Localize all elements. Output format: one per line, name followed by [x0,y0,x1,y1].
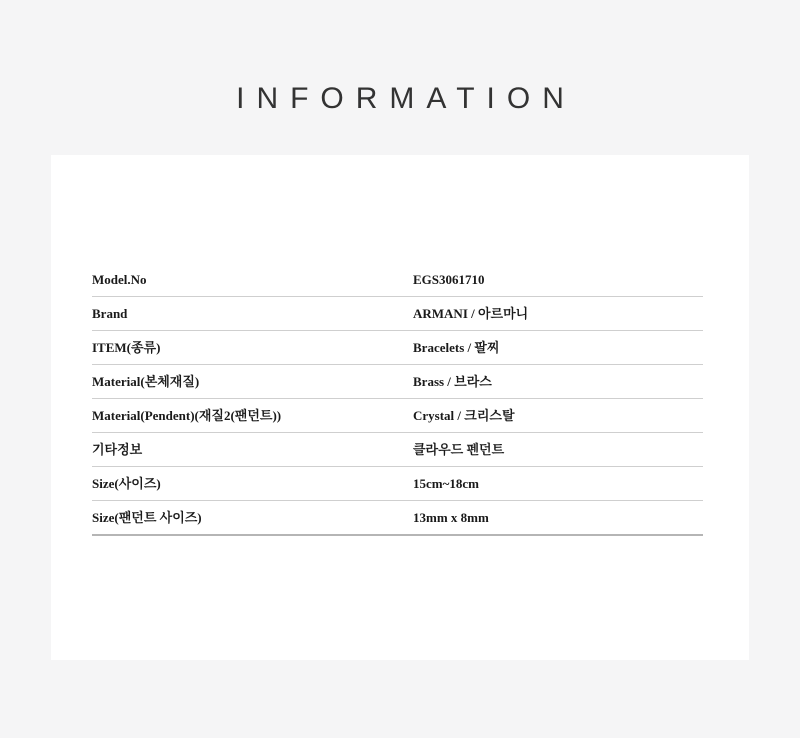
table-row [92,263,703,297]
row-label: 기타정보 [92,442,143,457]
info-card [51,155,749,660]
row-label: Size(팬던트 사이즈) [92,510,202,525]
row-value: Bracelets / 팔찌 [413,340,500,355]
row-label: Brand [92,306,128,321]
row-value: 클라우드 펜던트 [413,442,505,457]
row-value: Brass / 브라스 [413,374,492,389]
table-row [92,399,703,433]
table-row [92,501,703,536]
row-label: ITEM(종류) [92,340,161,355]
table-row [92,331,703,365]
info-table [92,263,703,536]
row-value: 15cm~18cm [413,476,479,491]
page-title: INFORMATION [236,82,576,115]
row-value: Crystal / 크리스탈 [413,408,515,423]
row-label: Size(사이즈) [92,476,161,491]
row-value: EGS3061710 [413,272,485,287]
table-row [92,433,703,467]
table-row [92,467,703,501]
row-label: Material(본체재질) [92,374,200,389]
row-label: Model.No [92,272,147,287]
row-label: Material(Pendent)(재질2(팬던트)) [92,408,282,423]
row-value: 13mm x 8mm [413,510,489,525]
table-row [92,297,703,331]
table-row [92,365,703,399]
row-value: ARMANI / 아르마니 [413,306,529,321]
